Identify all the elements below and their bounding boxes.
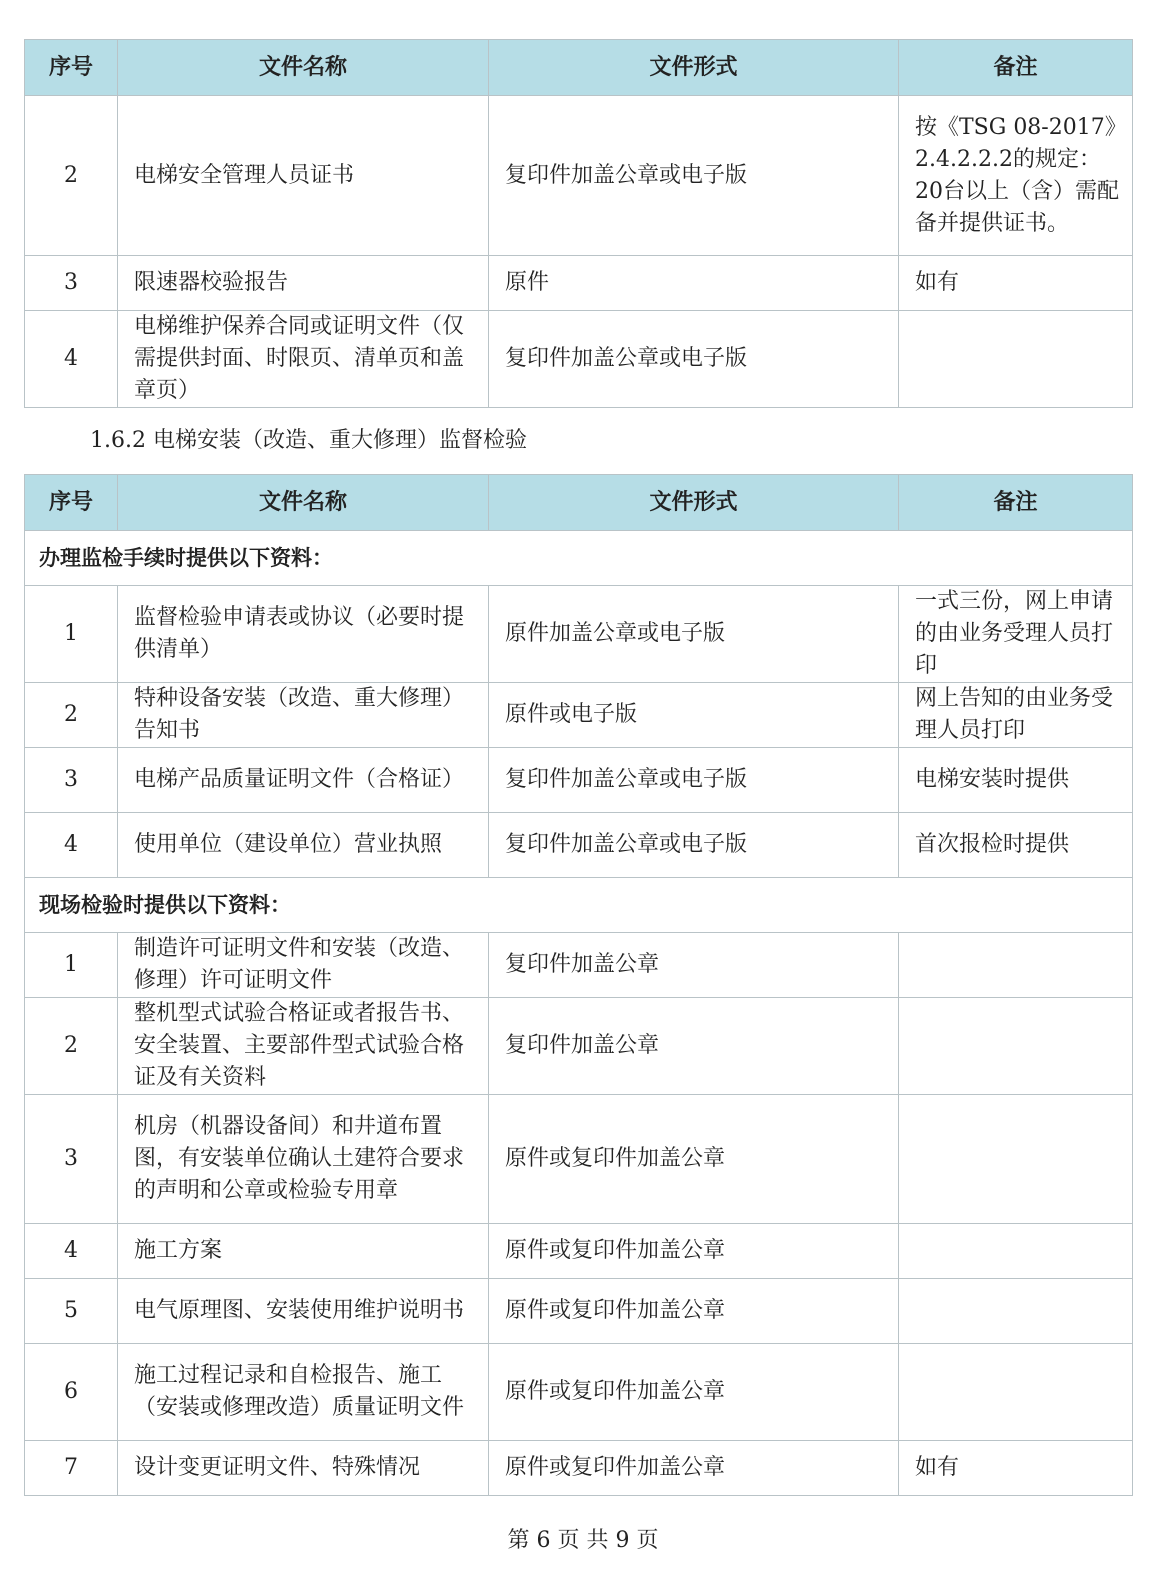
row-form: 原件加盖公章或电子版 bbox=[489, 586, 899, 683]
row-num: 4 bbox=[25, 1224, 118, 1279]
row-num: 4 bbox=[25, 311, 118, 408]
row-name: 电气原理图、安装使用维护说明书 bbox=[118, 1279, 489, 1344]
table-row bbox=[25, 1279, 1133, 1344]
header-form: 文件形式 bbox=[489, 475, 899, 531]
page-footer: 第 6 页 共 9 页 bbox=[507, 1528, 659, 1553]
row-form: 原件或复印件加盖公章 bbox=[489, 1279, 899, 1344]
row-note bbox=[899, 1224, 1133, 1279]
row-num: 6 bbox=[25, 1344, 118, 1441]
row-form: 原件或复印件加盖公章 bbox=[489, 1095, 899, 1224]
table-header-row bbox=[25, 475, 1133, 531]
header-name: 文件名称 bbox=[118, 475, 489, 531]
document-table-2 bbox=[24, 474, 1133, 1496]
table-header-row bbox=[25, 40, 1133, 96]
row-form: 原件或复印件加盖公章 bbox=[489, 1224, 899, 1279]
row-note: 按《TSG 08-2017》2.4.2.2.2的规定：20台以上（含）需配备并提供证书。 bbox=[899, 96, 1133, 256]
row-name: 施工过程记录和自检报告、施工（安装或修理改造）质量证明文件 bbox=[118, 1344, 489, 1441]
row-form: 原件 bbox=[489, 256, 899, 311]
row-note: 电梯安装时提供 bbox=[899, 748, 1133, 813]
section-title: 现场检验时提供以下资料： bbox=[25, 878, 1133, 933]
row-num: 2 bbox=[25, 96, 118, 256]
header-name: 文件名称 bbox=[118, 40, 489, 96]
table-row bbox=[25, 933, 1133, 998]
row-note bbox=[899, 933, 1133, 998]
section-row bbox=[25, 878, 1133, 933]
row-num: 3 bbox=[25, 748, 118, 813]
row-note bbox=[899, 1279, 1133, 1344]
row-name: 电梯安全管理人员证书 bbox=[118, 96, 489, 256]
row-form: 复印件加盖公章 bbox=[489, 933, 899, 998]
row-name: 整机型式试验合格证或者报告书、安全装置、主要部件型式试验合格证及有关资料 bbox=[118, 998, 489, 1095]
row-name: 监督检验申请表或协议（必要时提供清单） bbox=[118, 586, 489, 683]
row-note bbox=[899, 311, 1133, 408]
row-num: 4 bbox=[25, 813, 118, 878]
row-num: 1 bbox=[25, 586, 118, 683]
table-row bbox=[25, 586, 1133, 683]
row-note bbox=[899, 1344, 1133, 1441]
header-form: 文件形式 bbox=[489, 40, 899, 96]
row-form: 复印件加盖公章或电子版 bbox=[489, 96, 899, 256]
row-form: 原件或复印件加盖公章 bbox=[489, 1344, 899, 1441]
section-row bbox=[25, 531, 1133, 586]
table-row bbox=[25, 311, 1133, 408]
row-note: 首次报检时提供 bbox=[899, 813, 1133, 878]
document-table-1 bbox=[24, 39, 1133, 408]
row-num: 1 bbox=[25, 933, 118, 998]
row-note: 如有 bbox=[899, 1441, 1133, 1496]
table-row bbox=[25, 96, 1133, 256]
row-form: 复印件加盖公章 bbox=[489, 998, 899, 1095]
table-row bbox=[25, 998, 1133, 1095]
row-name: 施工方案 bbox=[118, 1224, 489, 1279]
row-form: 复印件加盖公章或电子版 bbox=[489, 748, 899, 813]
row-num: 3 bbox=[25, 256, 118, 311]
table-row bbox=[25, 256, 1133, 311]
row-num: 3 bbox=[25, 1095, 118, 1224]
row-note: 一式三份，网上申请的由业务受理人员打印 bbox=[899, 586, 1133, 683]
row-name: 使用单位（建设单位）营业执照 bbox=[118, 813, 489, 878]
row-form: 原件或复印件加盖公章 bbox=[489, 1441, 899, 1496]
row-name: 特种设备安装（改造、重大修理）告知书 bbox=[118, 683, 489, 748]
row-name: 限速器校验报告 bbox=[118, 256, 489, 311]
row-name: 电梯产品质量证明文件（合格证） bbox=[118, 748, 489, 813]
row-note bbox=[899, 998, 1133, 1095]
table-row bbox=[25, 683, 1133, 748]
table-row bbox=[25, 813, 1133, 878]
row-num: 7 bbox=[25, 1441, 118, 1496]
row-note: 如有 bbox=[899, 256, 1133, 311]
row-num: 2 bbox=[25, 683, 118, 748]
row-name: 电梯维护保养合同或证明文件（仅需提供封面、时限页、清单页和盖章页） bbox=[118, 311, 489, 408]
row-name: 制造许可证明文件和安装（改造、修理）许可证明文件 bbox=[118, 933, 489, 998]
header-num: 序号 bbox=[25, 40, 118, 96]
table-row bbox=[25, 1344, 1133, 1441]
row-form: 原件或电子版 bbox=[489, 683, 899, 748]
table-row bbox=[25, 748, 1133, 813]
row-form: 复印件加盖公章或电子版 bbox=[489, 813, 899, 878]
row-num: 2 bbox=[25, 998, 118, 1095]
row-form: 复印件加盖公章或电子版 bbox=[489, 311, 899, 408]
row-name: 机房（机器设备间）和井道布置图，有安装单位确认土建符合要求的声明和公章或检验专用章 bbox=[118, 1095, 489, 1224]
table-row bbox=[25, 1095, 1133, 1224]
row-num: 5 bbox=[25, 1279, 118, 1344]
section-title: 办理监检手续时提供以下资料： bbox=[25, 531, 1133, 586]
header-note: 备注 bbox=[899, 40, 1133, 96]
row-note bbox=[899, 1095, 1133, 1224]
row-note: 网上告知的由业务受理人员打印 bbox=[899, 683, 1133, 748]
table-row bbox=[25, 1441, 1133, 1496]
section-subheading: 1.6.2 电梯安装（改造、重大修理）监督检验 bbox=[90, 428, 527, 453]
row-name: 设计变更证明文件、特殊情况 bbox=[118, 1441, 489, 1496]
header-note: 备注 bbox=[899, 475, 1133, 531]
table-row bbox=[25, 1224, 1133, 1279]
header-num: 序号 bbox=[25, 475, 118, 531]
